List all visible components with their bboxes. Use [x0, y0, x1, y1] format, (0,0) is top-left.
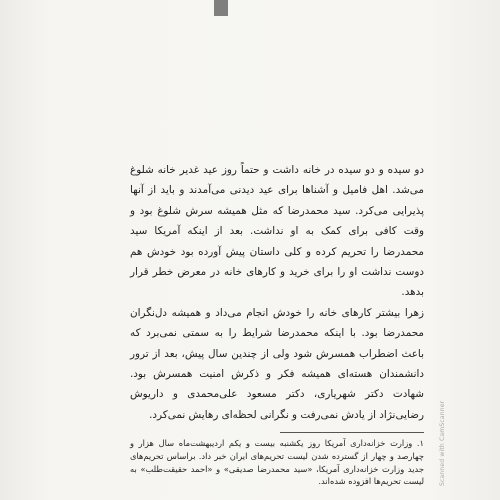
scanner-watermark: Scanned with CamScanner [439, 400, 446, 486]
body-text [130, 160, 424, 425]
footnote-1: ۱. وزارت خزانه‌داری آمریکا روز یکشنبه بیست و یکم اردیبهشت‌ماه سال هزار و چهارصد و چهار از گسترده شدن لیست تحریم‌های ایران خبر داد. براساس تحریم‌های جدید وزارت خزانه‌داری آمریکا، «سید محمدرضا صدیقی» و «احمد حقیقت‌طلب» به لیست تحریم‌ها افزوده شده‌اند. [130, 438, 424, 487]
paragraph-1: دو سیده و دو سیده در خانه داشت و حتماً روز عید غدیر خانه شلوغ می‌شد. اهل فامیل و آشناها برای عید دیدنی می‌آمدند و باید از آنها پذیرایی می‌کرد. سید محمدرضا که مثل همیشه سرش شلوغ بود و وقت کافی برای کمک به او نداشت. بعد از اینکه آمریکا سید محمدرضا را تحریم کرده و کلی داستان پیش آورده بود خودش هم دوست نداشت او را برای خرید و کارهای خانه در معرض خطر قرار بدهد. [130, 164, 424, 299]
paragraph-2: زهرا بیشتر کارهای خانه را خودش انجام می‌داد و همیشه دل‌نگران محمدرضا بود. با اینکه محمدرضا شرایط را به سمتی نمی‌برد که باعث اضطراب همسرش شود ولی از چندین سال پیش، بعد از ترور دانشمندان هسته‌ای همیشه فکر و ذکرش امنیت همسرش بود. شهادت دکتر شهریاری، دکتر مسعود علی‌محمدی و داریوش رضایی‌نژاد از یادش نمی‌رفت و نگرانی لحظه‌ای رهایش نمی‌کرد. [130, 306, 424, 421]
page-corner-mark [214, 0, 228, 16]
footnote-separator [280, 432, 424, 433]
footnotes [130, 437, 424, 488]
